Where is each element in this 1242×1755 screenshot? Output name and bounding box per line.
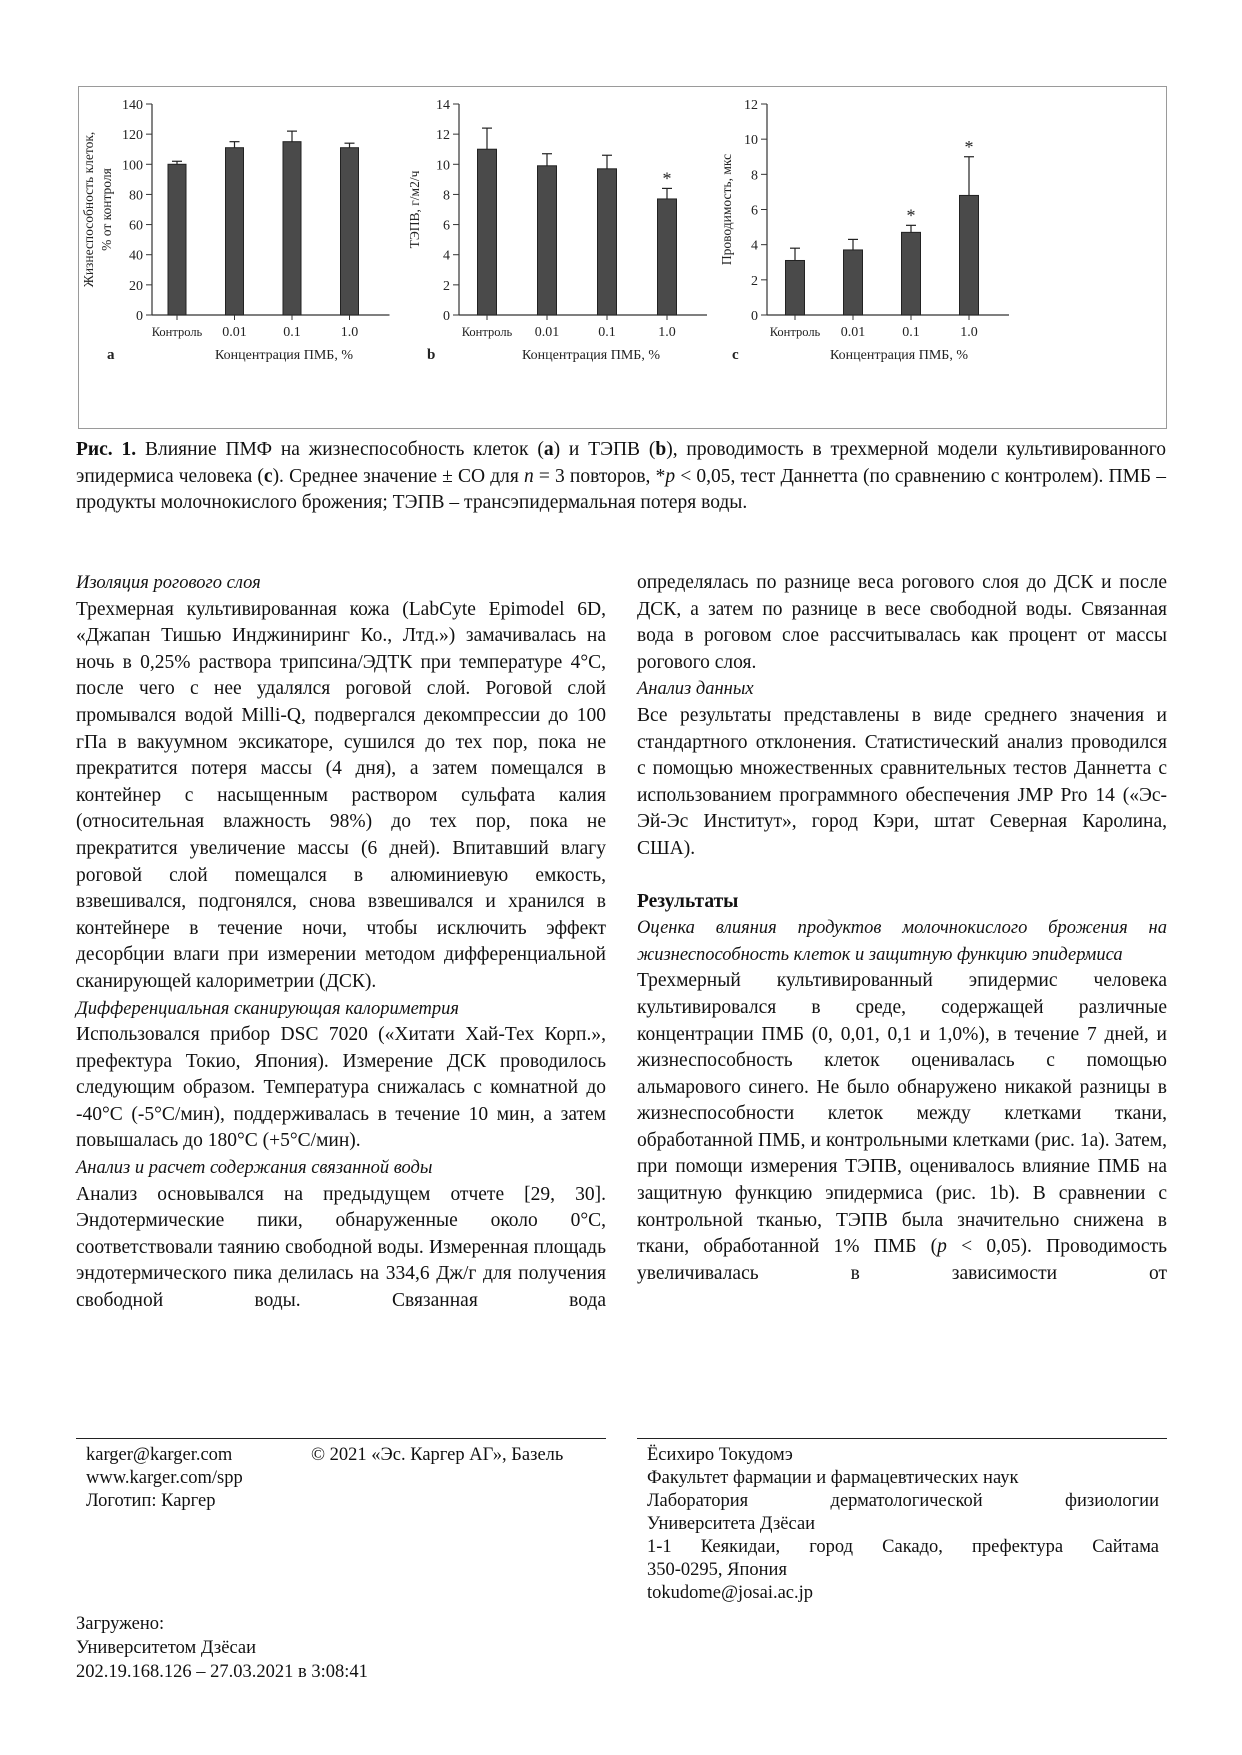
caption-text: ) и ТЭПВ ( (553, 439, 656, 460)
author-postcode: 350-0295, Япония (647, 1560, 787, 1580)
paragraph-results (637, 968, 1167, 1287)
caption-c: c (263, 465, 273, 487)
figure-caption (76, 437, 1166, 517)
footer-rule-right (637, 1438, 1167, 1439)
y-tick-label-c: 2 (751, 273, 758, 289)
x-tick-label-a: 0.1 (283, 325, 301, 340)
y-tick-label-b: 12 (436, 128, 450, 144)
author-email: tokudome@josai.ac.jp (647, 1583, 814, 1603)
x-tick-label-c: 0.01 (840, 325, 866, 340)
paragraph-data-analysis: Все результаты представлены в виде среднего значения и стандартного отклонения. Статистический анализ проводился с помощью множественных сравнительных тестов Даннетта с использованием программного обеспечения JMP Pro 14 («Эс-Эй-Эс Институт», город Кэри, штат Северная Каролина, США). (637, 704, 1167, 859)
bar-b (598, 169, 617, 315)
caption-text: Влияние ПМФ на жизнеспособность клеток ( (136, 439, 544, 460)
publisher-site: www.karger.com/spp (86, 1468, 243, 1488)
paragraph-bound-water-cont: определялась по разнице веса рогового слоя до ДСК и после ДСК, а затем по разнице в весе свободной воды. Связанная вода в роговом слое рассчитывалась как процент от массы рогового слоя. (637, 572, 1167, 673)
y-tick-label-c: 10 (744, 133, 758, 149)
y-tick-label-a: 40 (129, 248, 143, 264)
author-faculty: Факультет фармации и фармацевтических наук (647, 1468, 1019, 1488)
panel-letter-b: b (427, 347, 436, 363)
caption-label: Рис. 1. (76, 439, 137, 460)
caption-text: ). Среднее значение ± СО для (272, 465, 525, 487)
y-tick-label-c: 6 (751, 203, 758, 219)
y-tick-label-a: 100 (122, 158, 143, 174)
caption-p: p (665, 465, 676, 487)
bar-c (786, 260, 805, 315)
panel-letter-c: c (732, 347, 739, 363)
section-heading-results: Результаты (637, 890, 739, 912)
author-name: Ёсихиро Токудомэ (647, 1445, 793, 1465)
bar-c (902, 232, 921, 315)
y-tick-label-b: 10 (436, 158, 450, 174)
x-tick-label-c: Контроль (769, 325, 821, 339)
caption-text: < 0,05, тест Даннетта (по сравнению с контролем). ПМБ – продукты молочнокислого брожения; ТЭПВ – трансэпидермальная потеря воды. (76, 465, 1166, 513)
bar-c (844, 250, 863, 315)
y-tick-label-c: 12 (744, 98, 758, 113)
x-tick-label-b: Контроль (461, 325, 513, 339)
caption-a: a (543, 439, 554, 460)
subheading-results: Оценка влияния продуктов молочнокислого брожения на жизнеспособность клеток и защитную функцию эпидермиса (637, 918, 1167, 965)
x-axis-label-c: Концентрация ПМБ, % (829, 348, 969, 363)
x-tick-label-c: 1.0 (960, 325, 978, 340)
significance-star-c: * (964, 136, 974, 157)
footer-rule-left (76, 1438, 606, 1439)
y-tick-label-a: 80 (129, 188, 143, 204)
x-tick-label-a: Контроль (151, 325, 203, 339)
author-lab: Лаборатория дерматологической физиологии (647, 1491, 1159, 1511)
bar-a (168, 164, 186, 315)
subheading-dsc: Дифференциальная сканирующая калориметрия (76, 998, 459, 1019)
y-tick-label-b: 0 (443, 309, 450, 324)
significance-star-b: * (662, 168, 672, 189)
x-tick-label-a: 0.01 (222, 325, 247, 340)
y-tick-label-b: 4 (443, 248, 450, 264)
y-tick-label-b: 2 (443, 278, 450, 294)
y-axis-label-b: ТЭПВ, г/м2/ч (407, 170, 422, 249)
results-text: Трехмерный культивированный эпидермис человека культивировался в среде, содержащей различные концентрации ПМБ (0, 0,01, 0,1 и 1,0%), в течение 7 дней, и жизнеспособность клеток оценивалась с помощью альмарового синего. Не было обнаружено никакой разницы в жизнеспособности клеток между клетками ткани, обработанной ПМБ, и контрольными клетками (рис. 1a). Затем, при помощи измерения ТЭПВ, оценивалось влияние ПМБ на защитную функцию эпидермиса (рис. 1b). В сравнении с контрольной тканью, ТЭПВ была значительно снижена в ткани, обработанной 1% ПМБ ( (637, 970, 1167, 1258)
x-tick-label-b: 1.0 (658, 325, 676, 340)
x-axis-label-a: Концентрация ПМБ, % (214, 348, 354, 363)
y-tick-label-a: 0 (136, 309, 143, 324)
y-tick-label-a: 60 (129, 218, 143, 234)
paragraph-stratum-corneum: Трехмерная культивированная кожа (LabCyte Epimodel 6D, «Джапан Тишью Инджиниринг Ко., Лтд.») замачивалась на ночь в 0,25% раствора трипсина/ЭДТК при температуре 4°C, после чего с нее удалялся роговой слой. Роговой слой промывался водой Milli-Q, подвергался декомпрессии до 100 гПа в вакуумном эксикаторе, сушился до тех пор, пока не прекратится потеря массы (4 дня), а затем помещался в контейнер с насыщенным раствором сульфата калия (относительная влажность 98%) до тех пор, пока не прекратится увеличение массы (6 дней). Впитавший влагу роговой слой помещался в алюминиевую емкость, взвешивался, подгонялся, снова взвешивался и хранился в контейнере в течение ночи, чтобы исключить эффект десорбции влаги при измерении методом дифференциальной сканирующей калориметрии (ДСК). (76, 598, 606, 992)
x-tick-label-c: 0.1 (902, 325, 920, 340)
y-tick-label-a: 20 (129, 278, 143, 294)
left-column (76, 570, 606, 1315)
y-tick-label-b: 14 (436, 98, 450, 113)
bar-c (960, 195, 979, 315)
subheading-bound-water: Анализ и расчет содержания связанной воды (76, 1158, 433, 1179)
results-p: p (937, 1236, 947, 1258)
paragraph-dsc: Использовался прибор DSC 7020 («Хитати Хай-Тех Корп.», префектура Токио, Япония). Измерение ДСК проводилось следующим образом. Температура снижалась с комнатной до -40°C (-5°C/мин), поддерживалась в течение 10 мин, а затем повышалась до 180°C (+5°C/мин). (76, 1024, 606, 1152)
significance-star-c: * (906, 205, 916, 226)
y-tick-label-c: 4 (751, 238, 758, 254)
results-text: < 0,05). Проводимость увеличивалась в зависимости от (637, 1236, 1168, 1284)
paragraph-bound-water: Анализ основывался на предыдущем отчете [29, 30]. Эндотермические пики, обнаруженные около 0°C, соответствовали таянию свободной воды. Измеренная площадь эндотермического пика делилась на 334,6 Дж/г для получения свободной воды. Связанная вода (76, 1183, 606, 1312)
figure-1 (78, 86, 1167, 429)
bar-b (478, 149, 497, 315)
bar-b (538, 166, 557, 315)
publisher-email: karger@karger.com (86, 1445, 233, 1465)
y-tick-label-a: 120 (122, 128, 143, 144)
x-tick-label-b: 0.1 (598, 325, 616, 340)
x-axis-label-b: Концентрация ПМБ, % (521, 348, 661, 363)
y-tick-label-b: 6 (443, 218, 450, 234)
bar-a (283, 142, 301, 315)
publisher-info (86, 1444, 243, 1513)
figure-charts (79, 87, 1166, 428)
download-institution: Университетом Дзёсаи (76, 1638, 256, 1658)
right-column (637, 570, 1167, 1287)
subheading-data-analysis: Анализ данных (637, 679, 754, 700)
author-address: 1-1 Кеякидаи, город Сакадо, префектура Сайтама (647, 1537, 1159, 1557)
download-ip-date: 202.19.168.126 – 27.03.2021 в 3:08:41 (76, 1662, 368, 1682)
x-tick-label-b: 0.01 (534, 325, 560, 340)
y-tick-label-a: 140 (122, 98, 143, 113)
bar-a (341, 148, 359, 315)
y-tick-label-c: 0 (751, 309, 758, 324)
y-axis-label-c: Проводимость, мкс (719, 153, 734, 266)
y-axis-label-a: % от контроля (99, 168, 114, 251)
y-tick-label-b: 8 (443, 188, 450, 204)
caption-n: n (524, 465, 534, 487)
copyright: © 2021 «Эс. Каргер АГ», Базель (311, 1445, 564, 1465)
subheading-stratum-corneum: Изоляция рогового слоя (76, 573, 261, 593)
publisher-logo: Логотип: Каргер (86, 1491, 216, 1511)
caption-b: b (655, 439, 667, 460)
caption-text: = 3 повторов, * (533, 465, 666, 487)
download-info (76, 1612, 368, 1684)
x-tick-label-a: 1.0 (340, 325, 359, 340)
y-axis-label-a: Жизнеспособность клеток, (81, 131, 96, 288)
correspondence (647, 1444, 1159, 1605)
panel-letter-a: a (107, 347, 115, 363)
bar-a (226, 148, 244, 315)
download-label: Загружено: (76, 1614, 165, 1634)
author-university: Университета Дзёсаи (647, 1514, 816, 1534)
caption-text: ), проводимость в трехмерной модели культивированного эпидермиса человека ( (76, 439, 1166, 487)
y-tick-label-c: 8 (751, 168, 758, 184)
bar-b (658, 199, 677, 315)
